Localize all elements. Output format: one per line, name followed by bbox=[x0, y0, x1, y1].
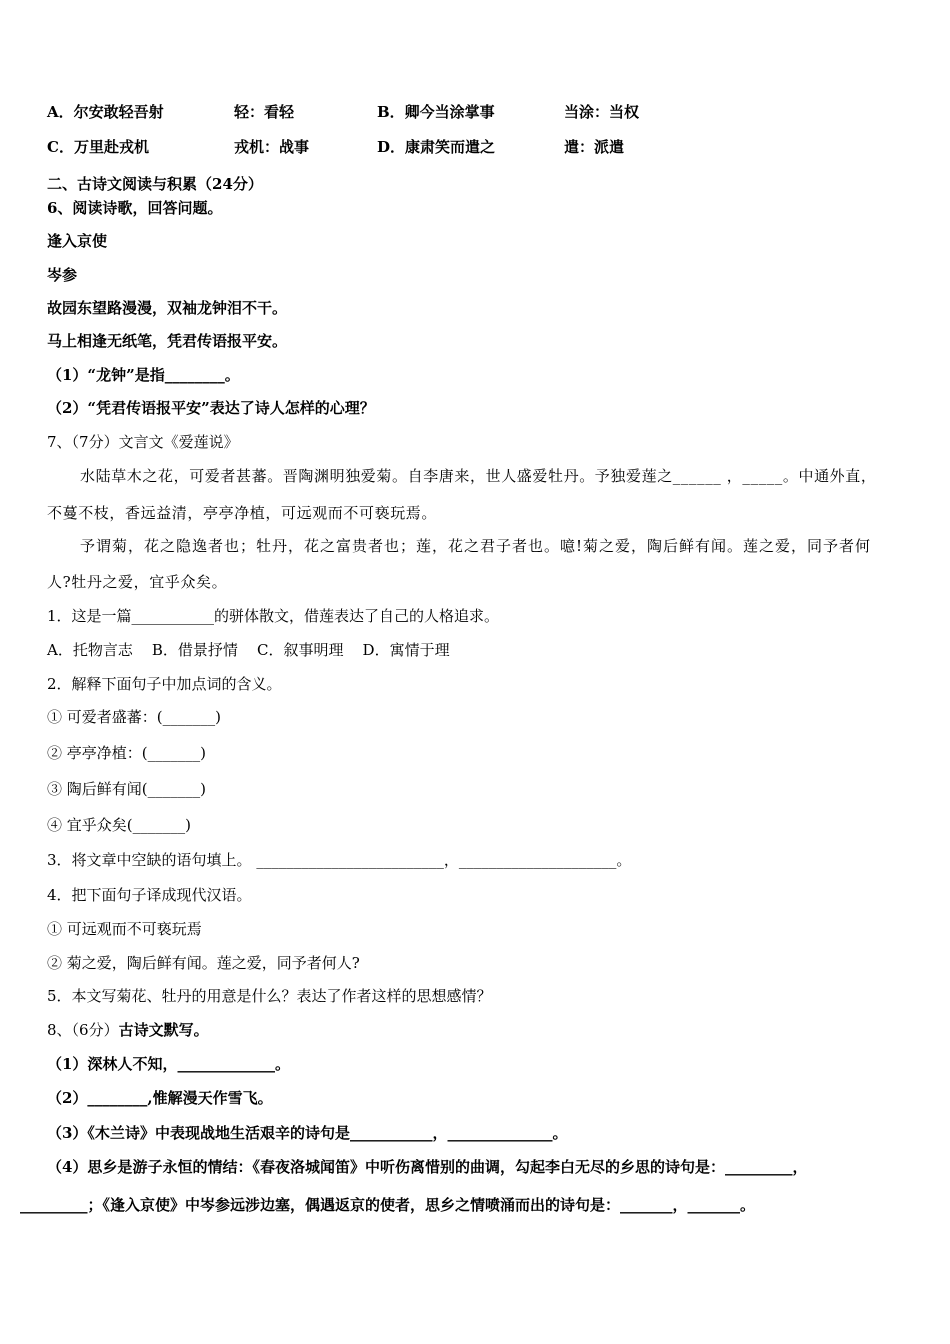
q7-question-2-a: ① 可爱者盛蕃：(_______) bbox=[47, 708, 221, 726]
option-a-gloss: 轻：看轻 bbox=[234, 103, 295, 121]
q7-question-2: 2．解释下面句子中加点词的含义。 bbox=[47, 675, 282, 693]
q8-sub-3: （3）《木兰诗》中表现战地生活艰辛的诗句是___________，______________。 bbox=[47, 1124, 568, 1142]
q8-sub-4-line-2: _________；《逢入京使》中岑参远涉边塞，偶遇返京的使者，思乡之情喷涌而出的诗句是：_______，_______。 bbox=[20, 1196, 756, 1214]
q8-sub-1: （1）深林人不知，_____________。 bbox=[47, 1055, 290, 1073]
q8-sub-4-line-1: （4）思乡是游子永恒的情结：《春夜洛城闻笛》中听伤离惜别的曲调，勾起李白无尽的乡思的诗句是：_________， bbox=[47, 1158, 808, 1176]
q7-question-1-options: A．托物言志 B．借景抒情 C．叙事明理 D．寓情于理 bbox=[47, 641, 450, 659]
option-c: C．万里赴戎机 bbox=[47, 138, 149, 156]
poem-title: 逢入京使 bbox=[47, 232, 108, 250]
q7-prompt: 7、（7分）文言文《爱莲说》 bbox=[47, 433, 239, 451]
q6-sub-2: （2）“凭君传语报平安”表达了诗人怎样的心理？ bbox=[47, 399, 375, 417]
q7-question-2-c: ③ 陶后鲜有闻(_______) bbox=[47, 780, 206, 798]
q6-prompt: 6、阅读诗歌，回答问题。 bbox=[47, 199, 223, 217]
passage-para-1-line-1: 水陆草木之花，可爱者甚蕃。晋陶渊明独爱菊。自李唐来，世人盛爱牡丹。予独爱莲之______ ，_____。中通外直， bbox=[80, 467, 877, 485]
q8-sub-2: （2）________,惟解漫天作雪飞。 bbox=[47, 1089, 273, 1107]
q8-prompt bbox=[47, 1020, 209, 1040]
option-b-gloss: 当涂：当权 bbox=[564, 103, 640, 121]
q8-prompt-number: 8、（6分） bbox=[47, 1021, 119, 1039]
q6-sub-1: （1）“龙钟”是指________。 bbox=[47, 366, 240, 384]
passage-para-1-line-2: 不蔓不枝，香远益清，亭亭净植，可远观而不可亵玩焉。 bbox=[47, 504, 438, 522]
poem-line-1: 故园东望路漫漫，双袖龙钟泪不干。 bbox=[47, 299, 288, 317]
option-d: D．康肃笑而遣之 bbox=[377, 138, 496, 156]
q7-question-5: 5．本文写菊花、牡丹的用意是什么？表达了作者这样的思想感情？ bbox=[47, 987, 492, 1005]
q8-prompt-text: 古诗文默写。 bbox=[118, 1021, 209, 1039]
poem-line-2: 马上相逢无纸笔，凭君传语报平安。 bbox=[47, 332, 288, 350]
passage-para-2-line-2: 人?牡丹之爱，宜乎众矣。 bbox=[47, 573, 228, 591]
q7-question-4-a: ① 可远观而不可亵玩焉 bbox=[47, 920, 202, 938]
option-a: A．尔安敢轻吾射 bbox=[47, 103, 164, 121]
passage-para-2-line-1: 予谓菊，花之隐逸者也；牡丹，花之富贵者也；莲，花之君子者也。噫!菊之爱，陶后鲜有闻。莲之爱，同予者何 bbox=[80, 537, 872, 555]
q7-question-4: 4．把下面句子译成现代汉语。 bbox=[47, 886, 252, 904]
option-d-gloss: 遣：派遣 bbox=[564, 138, 625, 156]
poem-author: 岑参 bbox=[47, 266, 78, 284]
option-b: B．卿今当涂掌事 bbox=[377, 103, 495, 121]
q7-question-4-b: ② 菊之爱，陶后鲜有闻。莲之爱，同予者何人? bbox=[47, 954, 360, 972]
section-heading: 二、古诗文阅读与积累（24分） bbox=[47, 175, 263, 193]
q7-question-1: 1．这是一篇___________的骈体散文，借莲表达了自己的人格追求。 bbox=[47, 607, 500, 625]
q7-question-2-b: ② 亭亭净植：(_______) bbox=[47, 744, 206, 762]
option-c-gloss: 戎机：战事 bbox=[234, 138, 310, 156]
q7-question-2-d: ④ 宜乎众矣(_______) bbox=[47, 816, 191, 834]
q7-question-3: 3．将文章中空缺的语句填上。 _________________________，_____________________。 bbox=[47, 851, 632, 869]
